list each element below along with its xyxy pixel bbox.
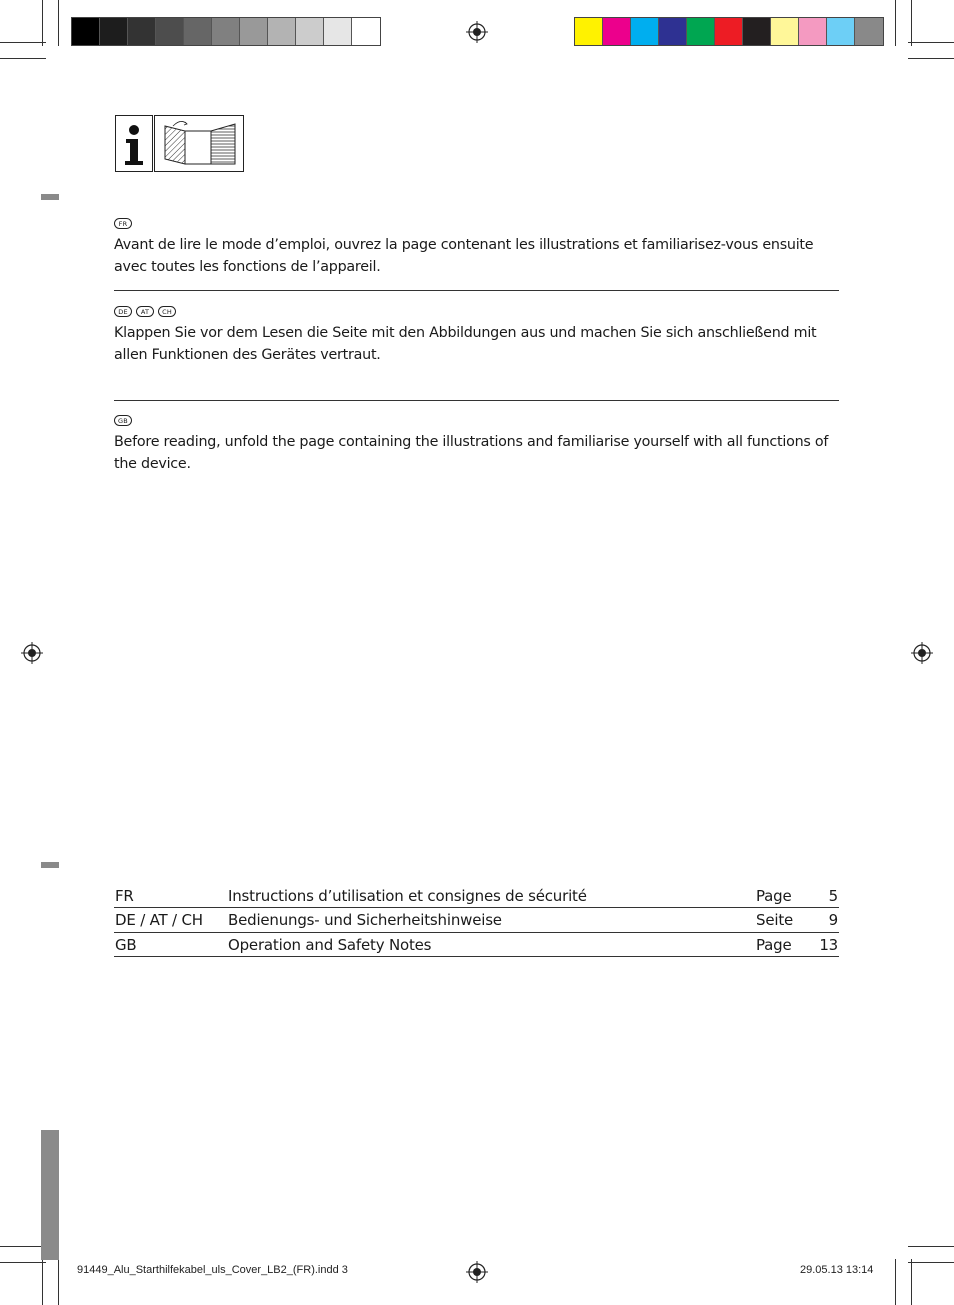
crop-mark bbox=[58, 1259, 59, 1305]
instruction-text-fr: Avant de lire le mode d’emploi, ouvrez la page contenant les illustrations et familiarisez-vous ensuite avec toutes les fonctions de l’appareil. bbox=[114, 237, 814, 275]
crop-mark bbox=[42, 1259, 43, 1305]
process-swatch bbox=[575, 18, 603, 45]
instruction-text-de: Klappen Sie vor dem Lesen die Seite mit den Abbildungen aus und machen Sie sich anschließend mit allen Funktionen des Gerätes vertraut. bbox=[114, 325, 817, 363]
language-badge-gb: GB bbox=[114, 415, 132, 426]
grayscale-swatch bbox=[100, 18, 128, 45]
side-mark bbox=[41, 862, 59, 868]
language-badge-at: AT bbox=[136, 306, 154, 317]
crop-mark bbox=[58, 0, 59, 46]
crop-mark bbox=[0, 1246, 46, 1247]
toc-page-label: Page bbox=[756, 887, 792, 905]
process-swatch bbox=[743, 18, 771, 45]
instruction-text-gb: Before reading, unfold the page containing the illustrations and familiarise yourself with all functions of the device. bbox=[114, 434, 829, 472]
grayscale-swatch bbox=[184, 18, 212, 45]
toc-title: Instructions d’utilisation et consignes de sécurité bbox=[228, 887, 587, 905]
grayscale-swatch bbox=[324, 18, 352, 45]
crop-mark bbox=[911, 0, 912, 46]
toc-page-number: 9 bbox=[828, 911, 838, 929]
section-fr bbox=[114, 218, 839, 278]
toc-page-label: Page bbox=[756, 936, 792, 954]
toc-language: GB bbox=[115, 936, 137, 954]
grayscale-swatch bbox=[72, 18, 100, 45]
toc-row[interactable] bbox=[114, 884, 839, 908]
toc-page-number: 5 bbox=[828, 887, 838, 905]
crop-mark bbox=[895, 0, 896, 46]
registration-mark-icon bbox=[21, 642, 43, 664]
process-swatch bbox=[855, 18, 883, 45]
footer-file-name: 91449_Alu_Starthilfekabel_uls_Cover_LB2_(FR).indd 3 bbox=[77, 1264, 348, 1276]
process-swatch bbox=[687, 18, 715, 45]
toc-language: DE / AT / CH bbox=[115, 911, 203, 929]
crop-mark bbox=[911, 1259, 912, 1305]
language-badges bbox=[114, 306, 839, 318]
process-swatch bbox=[799, 18, 827, 45]
crop-mark bbox=[908, 42, 954, 43]
crop-mark bbox=[0, 1262, 46, 1263]
grayscale-swatch bbox=[296, 18, 324, 45]
crop-mark bbox=[908, 1246, 954, 1247]
toc-title: Bedienungs- und Sicherheitshinweise bbox=[228, 911, 502, 929]
process-swatch bbox=[603, 18, 631, 45]
crop-mark bbox=[0, 58, 46, 59]
toc-row[interactable] bbox=[114, 933, 839, 957]
process-swatch bbox=[715, 18, 743, 45]
registration-mark-icon bbox=[466, 21, 488, 43]
toc-row[interactable] bbox=[114, 908, 839, 933]
unfold-page-icon bbox=[154, 115, 244, 172]
process-swatch bbox=[631, 18, 659, 45]
toc-title: Operation and Safety Notes bbox=[228, 936, 432, 954]
registration-mark-icon bbox=[911, 642, 933, 664]
side-thumb-bar bbox=[41, 1130, 59, 1260]
toc-page-label: Seite bbox=[756, 911, 794, 929]
crop-mark bbox=[908, 1262, 954, 1263]
table-of-contents bbox=[114, 884, 839, 957]
info-icon bbox=[115, 115, 153, 172]
process-color-bar bbox=[574, 17, 884, 46]
grayscale-swatch bbox=[240, 18, 268, 45]
side-mark bbox=[41, 194, 59, 200]
divider bbox=[114, 290, 839, 291]
section-de bbox=[114, 306, 839, 366]
divider bbox=[114, 400, 839, 401]
section-gb bbox=[114, 415, 839, 475]
crop-mark bbox=[0, 42, 46, 43]
footer-date: 29.05.13 13:14 bbox=[800, 1264, 874, 1276]
grayscale-swatch bbox=[212, 18, 240, 45]
crop-mark bbox=[42, 0, 43, 46]
grayscale-swatch bbox=[128, 18, 156, 45]
grayscale-swatch bbox=[268, 18, 296, 45]
crop-mark bbox=[908, 58, 954, 59]
toc-language: FR bbox=[115, 887, 134, 905]
grayscale-color-bar bbox=[71, 17, 381, 46]
language-badge-fr: FR bbox=[114, 218, 132, 229]
process-swatch bbox=[771, 18, 799, 45]
process-swatch bbox=[659, 18, 687, 45]
toc-page-number: 13 bbox=[819, 936, 838, 954]
language-badges bbox=[114, 218, 839, 230]
language-badge-de: DE bbox=[114, 306, 132, 317]
crop-mark bbox=[895, 1259, 896, 1305]
language-badge-ch: CH bbox=[158, 306, 176, 317]
registration-mark-icon bbox=[466, 1261, 488, 1283]
process-swatch bbox=[827, 18, 855, 45]
grayscale-swatch bbox=[352, 18, 380, 45]
grayscale-swatch bbox=[156, 18, 184, 45]
language-badges bbox=[114, 415, 839, 427]
